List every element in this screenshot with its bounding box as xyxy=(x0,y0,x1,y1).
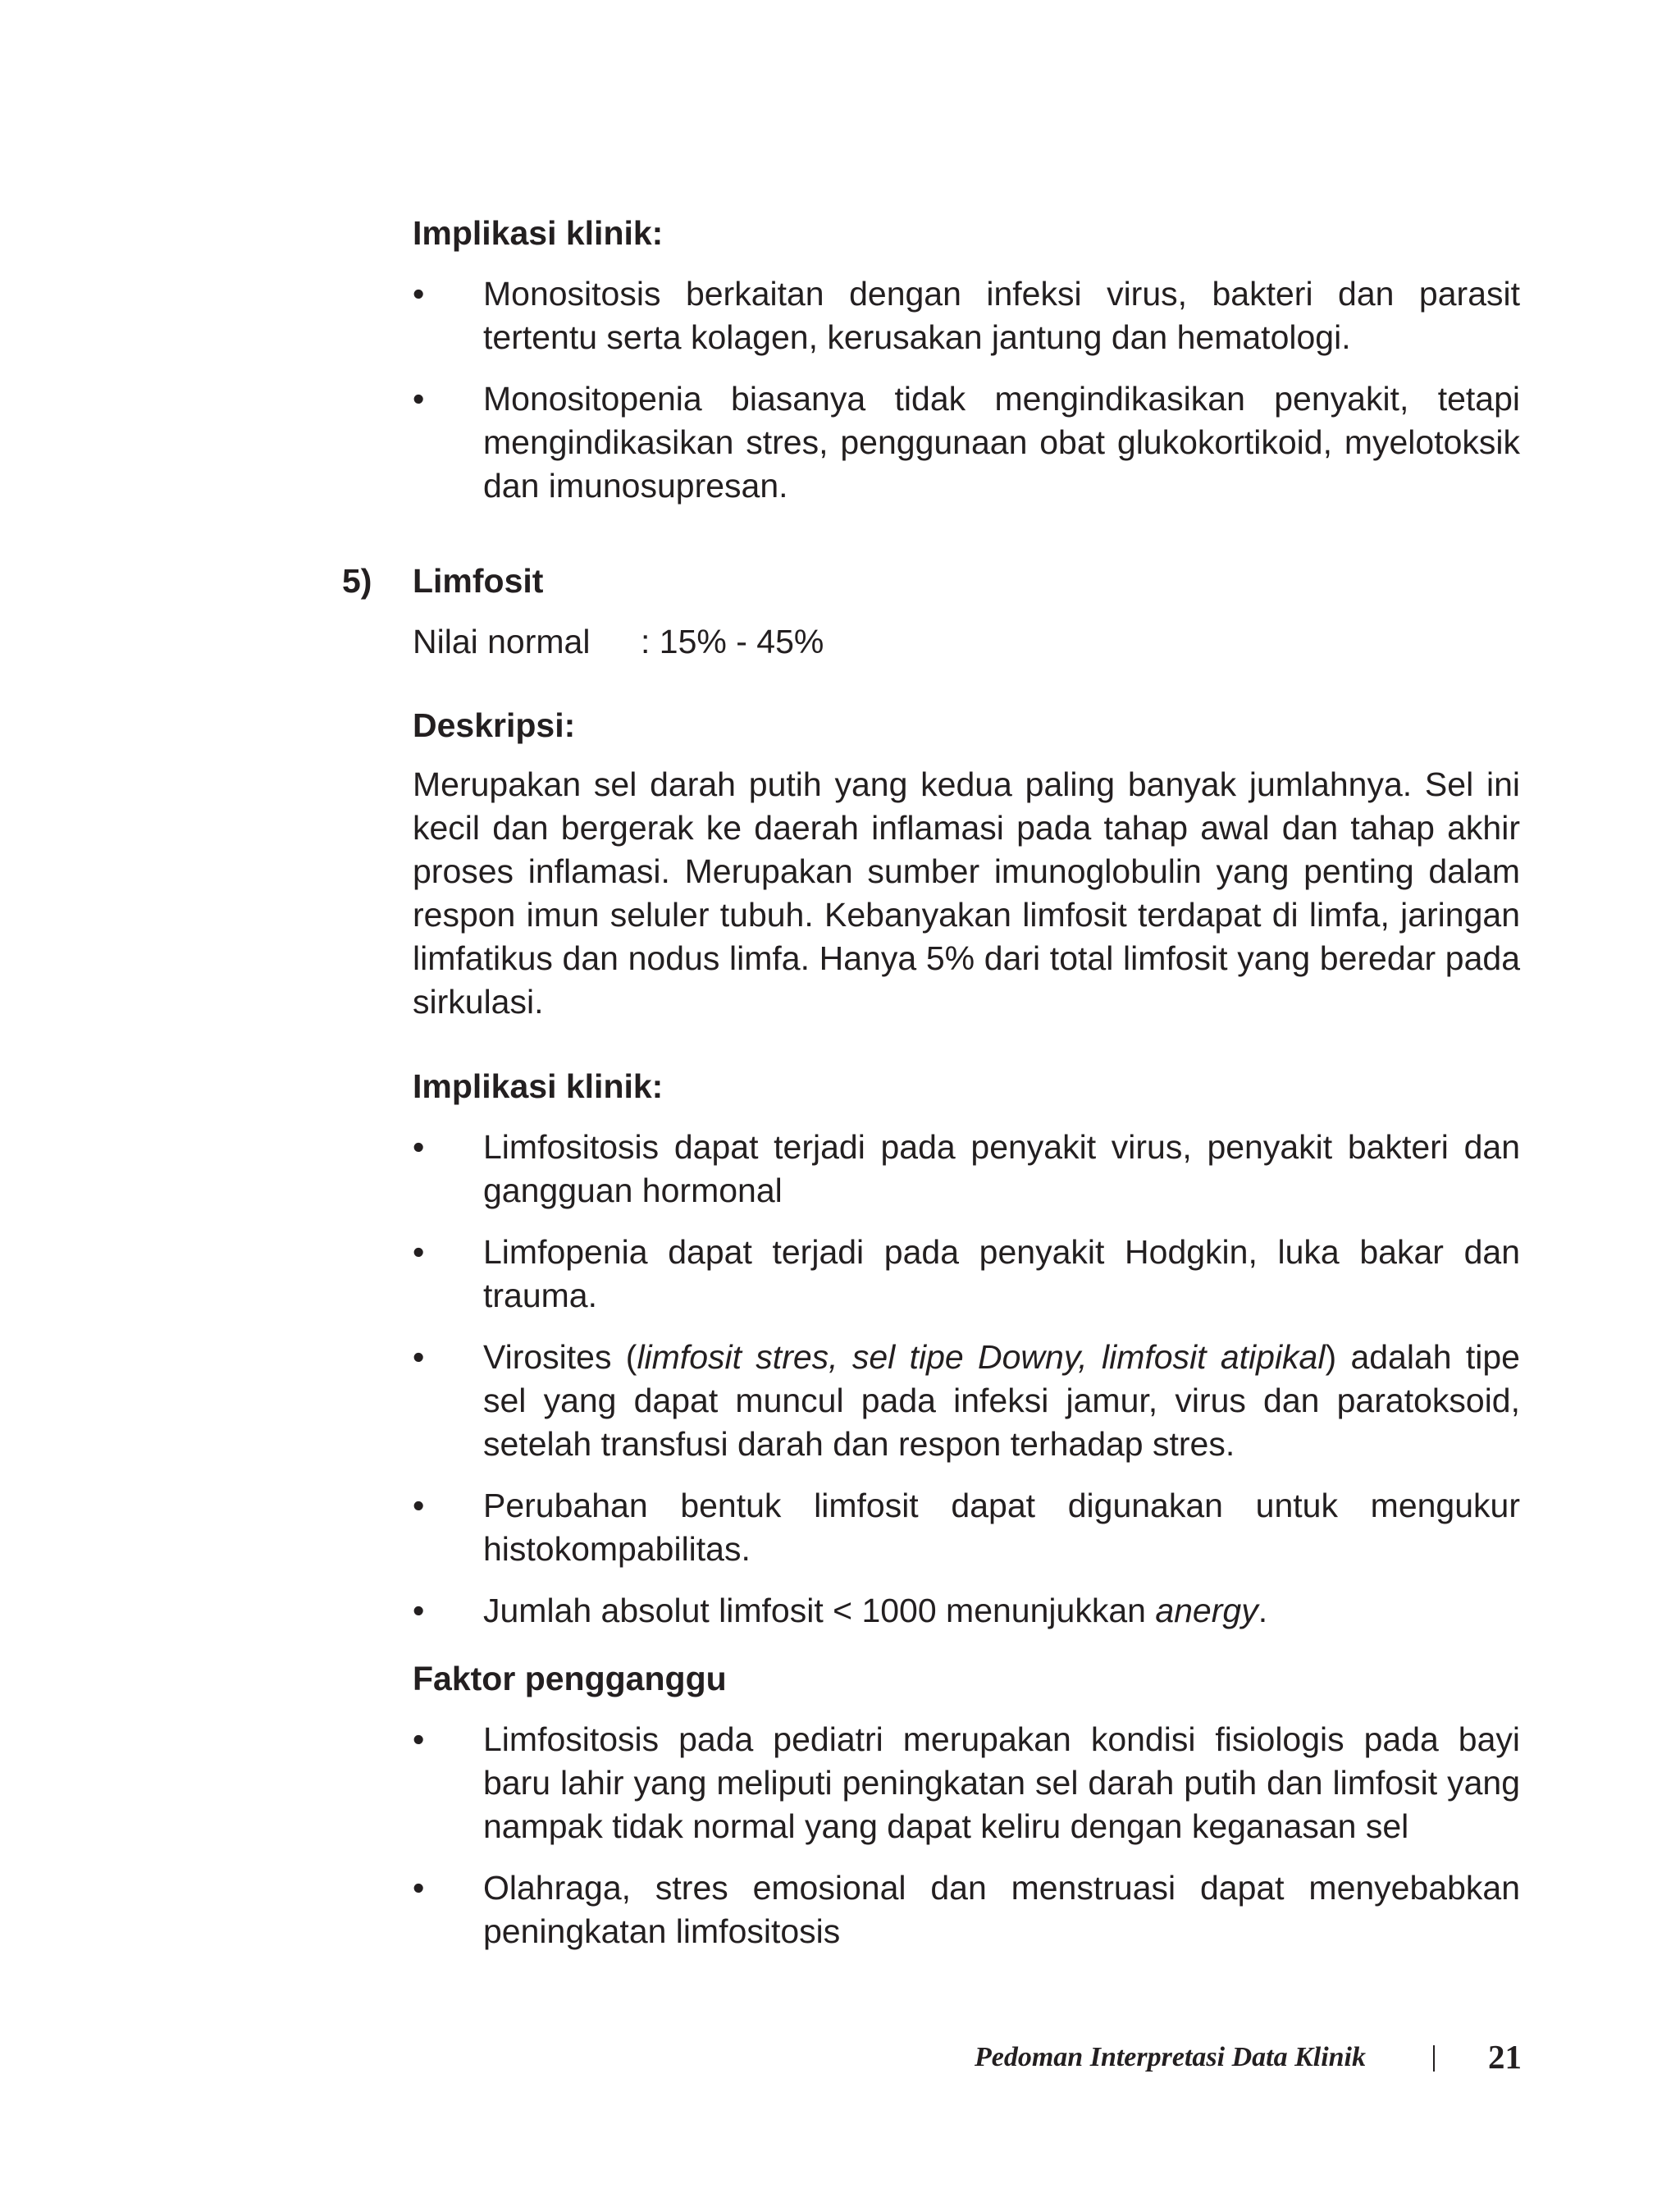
bullet-icon: • xyxy=(413,1487,425,1524)
monosit-implikasi-list xyxy=(413,272,1520,508)
implikasi-heading: Implikasi klinik: xyxy=(413,1067,664,1105)
list-item: • Perubahan bentuk limfosit dapat digunakan untuk mengukur histokompabilitas. xyxy=(413,1484,1520,1571)
bullet-icon: • xyxy=(413,275,425,313)
bullet-icon: • xyxy=(413,1128,425,1166)
bullet-icon: • xyxy=(413,1592,425,1629)
bullet-icon: • xyxy=(413,380,425,418)
bullet-icon: • xyxy=(413,1720,425,1758)
list-item: • Olahraga, stres emosional dan menstruasi dapat menyebabkan peningkatan limfositosis xyxy=(413,1866,1520,1953)
footer-divider xyxy=(1433,2045,1435,2072)
section-title: Limfosit xyxy=(413,562,544,600)
nilai-normal-row xyxy=(413,620,1520,663)
list-item: • Virosites (limfosit stres, sel tipe Downy, limfosit atipikal) adalah tipe sel yang dapat muncul pada infeksi jamur, virus dan paratoksoid, setelah transfusi darah dan respon terhadap stres. xyxy=(413,1336,1520,1466)
faktor-pengganggu-list xyxy=(413,1718,1520,1953)
page-footer xyxy=(935,2037,1522,2083)
list-item: • Limfositosis pada pediatri merupakan kondisi fisiologis pada bayi baru lahir yang meliputi peningkatan sel darah putih dan limfosit yang nampak tidak normal yang dapat keliru dengan keganasan sel xyxy=(413,1718,1520,1848)
limfosit-implikasi-list xyxy=(413,1126,1520,1633)
nilai-normal-value: : 15% - 45% xyxy=(641,623,824,660)
deskripsi-heading: Deskripsi: xyxy=(413,706,576,744)
bullet-icon: • xyxy=(413,1338,425,1376)
bullet-icon: • xyxy=(413,1233,425,1271)
bullet-icon: • xyxy=(413,1869,425,1907)
monosit-implikasi-section xyxy=(413,212,1520,526)
nilai-normal-label: Nilai normal xyxy=(413,623,591,660)
list-item: • Limfopenia dapat terjadi pada penyakit Hodgkin, luka bakar dan trauma. xyxy=(413,1231,1520,1318)
implikasi-heading: Implikasi klinik: xyxy=(413,214,664,252)
list-item: • Jumlah absolut limfosit < 1000 menunjukkan anergy. xyxy=(413,1589,1520,1633)
deskripsi-paragraph: Merupakan sel darah putih yang kedua paling banyak jumlahnya. Sel ini kecil dan bergerak ke daerah inflamasi pada tahap awal dan tahap akhir proses inflamasi. Merupakan sumber imunoglobulin yang penting dalam respon imun seluler tubuh. Kebanyakan limfosit terdapat di limfa, jaringan limfatikus dan nodus limfa. Hanya 5% dari total limfosit yang beredar pada sirkulasi. xyxy=(413,765,1520,1021)
limfosit-section xyxy=(413,560,1520,1971)
list-item: • Monositopenia biasanya tidak mengindikasikan penyakit, tetapi mengindikasikan stres, penggunaan obat glukokortikoid, myelotoksik dan imunosupresan. xyxy=(413,377,1520,508)
list-item: • Limfositosis dapat terjadi pada penyakit virus, penyakit bakteri dan gangguan hormonal xyxy=(413,1126,1520,1213)
section-number: 5) xyxy=(342,562,372,600)
list-item: • Monositosis berkaitan dengan infeksi virus, bakteri dan parasit tertentu serta kolagen, kerusakan jantung dan hematologi. xyxy=(413,272,1520,359)
footer-book-title: Pedoman Interpretasi Data Klinik xyxy=(975,2042,1366,2072)
page-number: 21 xyxy=(1488,2038,1522,2076)
faktor-pengganggu-heading: Faktor pengganggu xyxy=(413,1660,727,1697)
